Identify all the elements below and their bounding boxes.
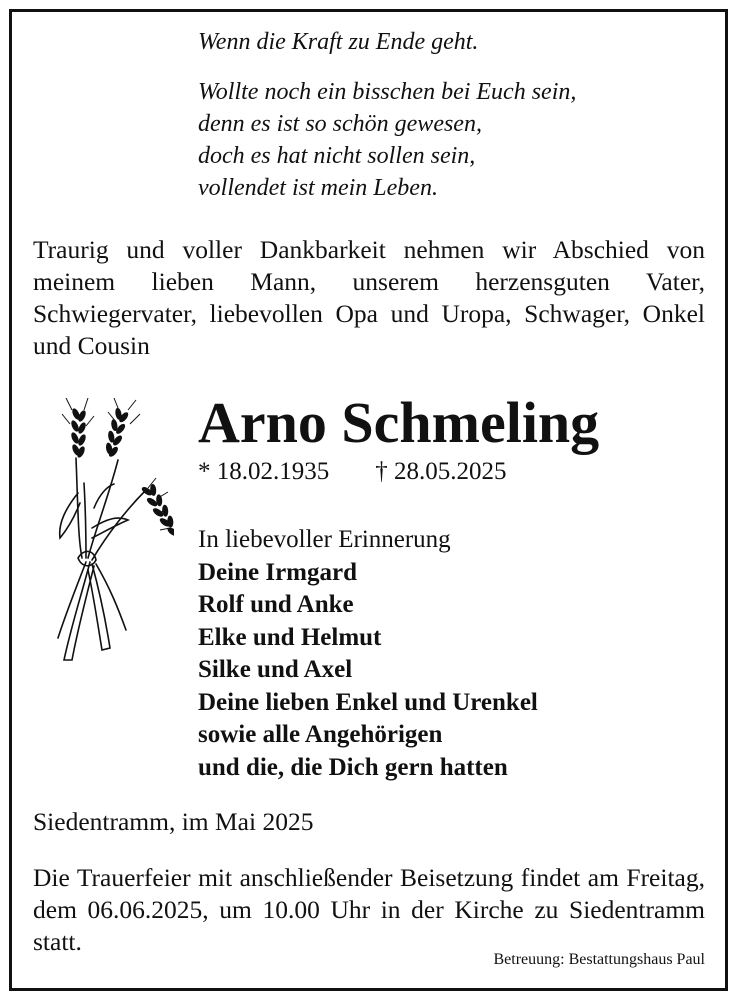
death-date: † 28.05.2025 — [375, 458, 507, 485]
memory-heading: In liebevoller Erinnerung — [198, 526, 451, 553]
mourner: Elke und Helmut — [198, 623, 382, 651]
mourners-block — [198, 524, 538, 784]
poem-line: doch es hat nicht sollen sein, — [198, 143, 476, 169]
ceremony-text: Die Trauerfeier mit anschließender Beisetzung findet am Freitag, dem 06.06.2025, um 10.00 Uhr in der Kirche zu Siedentramm statt. — [33, 863, 705, 956]
mourner: Silke und Axel — [198, 656, 353, 683]
deceased-name: Arno Schmeling — [198, 390, 600, 455]
poem-stanza — [198, 76, 576, 204]
mourner: Deine lieben Enkel und Urenkel — [198, 688, 538, 716]
funeral-home-credit: Betreuung: Bestattungshaus Paul — [493, 951, 705, 968]
poem-title: Wenn die Kraft zu Ende geht. — [198, 29, 479, 55]
poem-line: vollendet ist mein Leben. — [198, 175, 438, 201]
mourner: Deine Irmgard — [198, 558, 357, 586]
intro-text: Traurig und voller Dankbarkeit nehmen wir Abschied von meinem lieben Mann, unserem herzensguten Vater, Schwiegervater, liebevollen Opa und Uropa, Schwager, Onkel und Cousin — [33, 235, 705, 360]
poem-line: Wollte noch ein bisschen bei Euch sein, — [198, 79, 577, 105]
poem-line: denn es ist so schön gewesen, — [198, 111, 482, 137]
mourner: und die, die Dich gern hatten — [198, 753, 508, 781]
poem — [198, 26, 576, 204]
birth-date: * 18.02.1935 — [198, 458, 330, 485]
mourner: sowie alle Angehörigen — [198, 721, 443, 748]
wheat-bundle-icon — [48, 398, 174, 668]
mourner: Rolf und Anke — [198, 591, 354, 618]
place-date: Siedentramm, im Mai 2025 — [33, 807, 314, 836]
life-dates — [198, 456, 507, 488]
